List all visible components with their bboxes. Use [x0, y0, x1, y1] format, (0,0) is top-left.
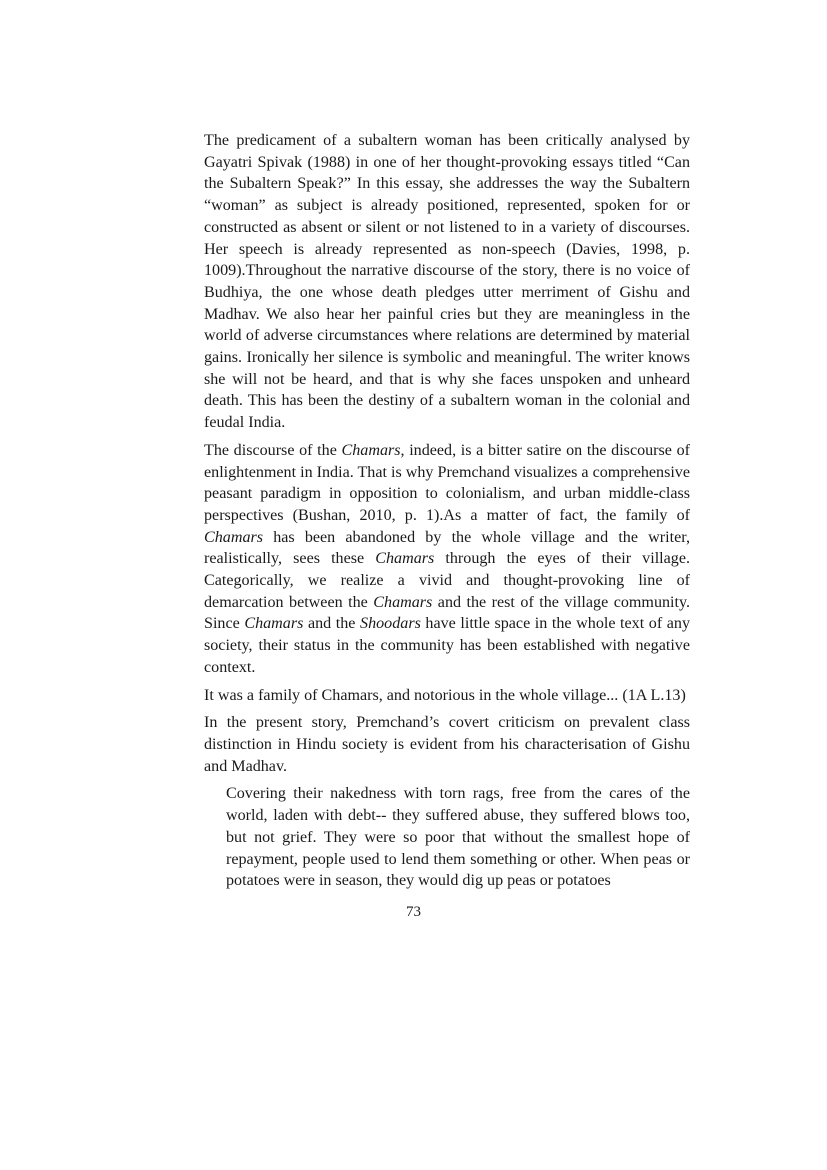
paragraph-text-run: The predicament of a subaltern woman has been critically analysed by Gayatri Spivak (1988) in one of her thought-provoking essays titled “Can the Subaltern Speak?” In this essay, she addresses the way the Subaltern “woman” as subject is already positioned, represented, spoken for or constructed as absent or silent or not listened to in a variety of discourses. Her speech is already represented as non-speech (Davies, 1998, p. 1009).Throughout the narrative discourse of the story, there is no voice of Budhiya, the one whose death pledges utter merriment of Gishu and Madhav. We also hear her painful cries but they are meaningless in the world of adverse circumstances where relations are determined by material gains. Ironically her silence is symbolic and meaningful. The writer knows she will not be heard, and that is why she faces unspoken and unheard death. This has been the destiny of a subaltern woman in the colonial and feudal India. [204, 132, 690, 432]
page-body [204, 130, 690, 892]
paragraph-text-run: In the present story, Premchand’s covert criticism on prevalent class distinction in Hindu society is evident from his characterisation of Gishu and Madhav. [204, 714, 690, 775]
page-number: 73 [406, 904, 421, 920]
italic-term: Chamars [373, 593, 433, 611]
italic-term: Chamars [375, 550, 435, 568]
paragraph-text-run: It was a family of Chamars, and notorious in the whole village... (1A L.13) [204, 686, 686, 704]
italic-term: Shoodars [360, 615, 421, 633]
paragraph-text-run: has been abandoned by the whole village and the writer, realistically, sees these [204, 528, 690, 568]
italic-term: Chamars [244, 615, 304, 633]
italic-term: Chamars [204, 528, 264, 546]
paragraph-class-distinction [204, 712, 690, 777]
block-quote: Covering their nakedness with torn rags, free from the cares of the world, laden with debt-- they suffered abuse, they suffered blows too, but not grief. They were so poor that without the smallest hope of repayment, people used to lend them something or other. When peas or potatoes were in season, they would dig up peas or potatoes [226, 785, 690, 890]
paragraph-text-run: The discourse of the [204, 441, 342, 459]
paragraph-chamars-discourse [204, 440, 690, 679]
italic-term: Chamars [341, 441, 401, 459]
paragraph-text-run: through the eyes of their village. Categorically, we realize a vivid and thought-provoking line of demarcation between the [204, 550, 690, 611]
paragraph-quote-line [204, 685, 690, 707]
paragraph-text-run: , indeed, is a bitter satire on the discourse of enlightenment in India. That is why Premchand visualizes a comprehensive peasant paradigm in opposition to colonialism, and urban middle-class perspectives (Bushan, 2010, p. 1).As a matter of fact, the family of [204, 441, 691, 524]
paragraph-text-run: have little space in the whole text of any society, their status in the community has been established with negative context. [204, 615, 691, 676]
paragraph-subaltern-woman [204, 130, 690, 434]
paragraph-text-run: and the [303, 615, 361, 633]
paragraph-text-run: and the rest of the village community. Since [204, 593, 690, 633]
